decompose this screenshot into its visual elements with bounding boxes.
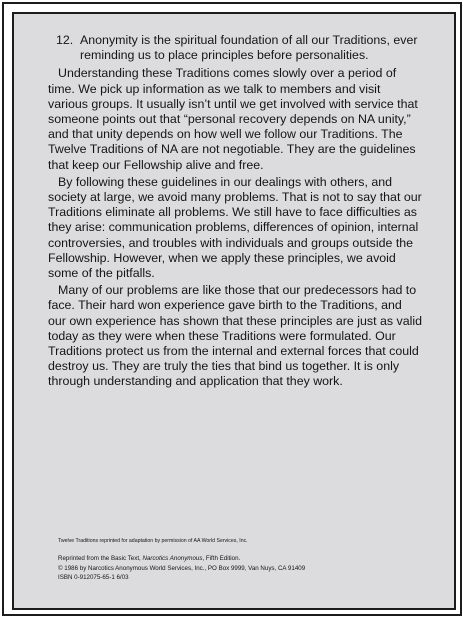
footer-isbn: ISBN 0-912075-65-1 6/03 <box>58 574 129 581</box>
footer-copyright: © 1986 by Narcotics Anonymous World Services, Inc., PO Box 9999, Van Nuys, CA 91409 <box>58 564 306 572</box>
tradition-number: 12. <box>56 33 74 47</box>
book-title: Narcotics Anonymous <box>142 555 203 562</box>
body-paragraph: Understanding these Traditions comes slowly over a period of time. We pick up information as we talk to members and visit various groups. It usually isn’t until we get involved with service that someone points out that “personal recovery depends on NA unity,” and that unity depends on how well we follow our Traditions. The Twelve Traditions of NA are not negotiable. They are the guidelines that keep our Fellowship alive and free. <box>48 66 418 172</box>
document-body <box>48 33 422 392</box>
footer-reprint <box>58 554 428 564</box>
reprint-prefix: Reprinted from the Basic Text, <box>58 555 143 562</box>
reprint-suffix: , Fifth Edition. <box>202 555 241 562</box>
tradition-item <box>48 33 422 63</box>
body-paragraph: By following these guidelines in our dealings with others, and society at large, we avoid many problems. That is not to say that our Traditions eliminate all problems. We still have to face difficulties as they arise: communication problems, differences of opinion, internal controversies, and troubles with individuals and groups outside the Fellowship. However, when we apply these principles, we avoid some of the pitfalls. <box>48 174 422 281</box>
tradition-text: Anonymity is the spiritual foundation of all our Traditions, ever reminding us to place principles before personalities. <box>80 33 418 63</box>
body-paragraph: Many of our problems are like those that our predecessors had to face. Their hard won experience gave birth to the Traditions, and our own experience has shown that these principles are just as valid today as they were when these Traditions were formulated. Our Traditions protect us from the internal and external forces that could destroy us. They are truly the ties that bind us together. It is only through understanding and application that they work. <box>48 283 422 389</box>
footer <box>58 538 428 583</box>
footer-credit: Twelve Traditions reprinted for adaptation by permission of AA World Services, Inc. <box>58 538 248 544</box>
